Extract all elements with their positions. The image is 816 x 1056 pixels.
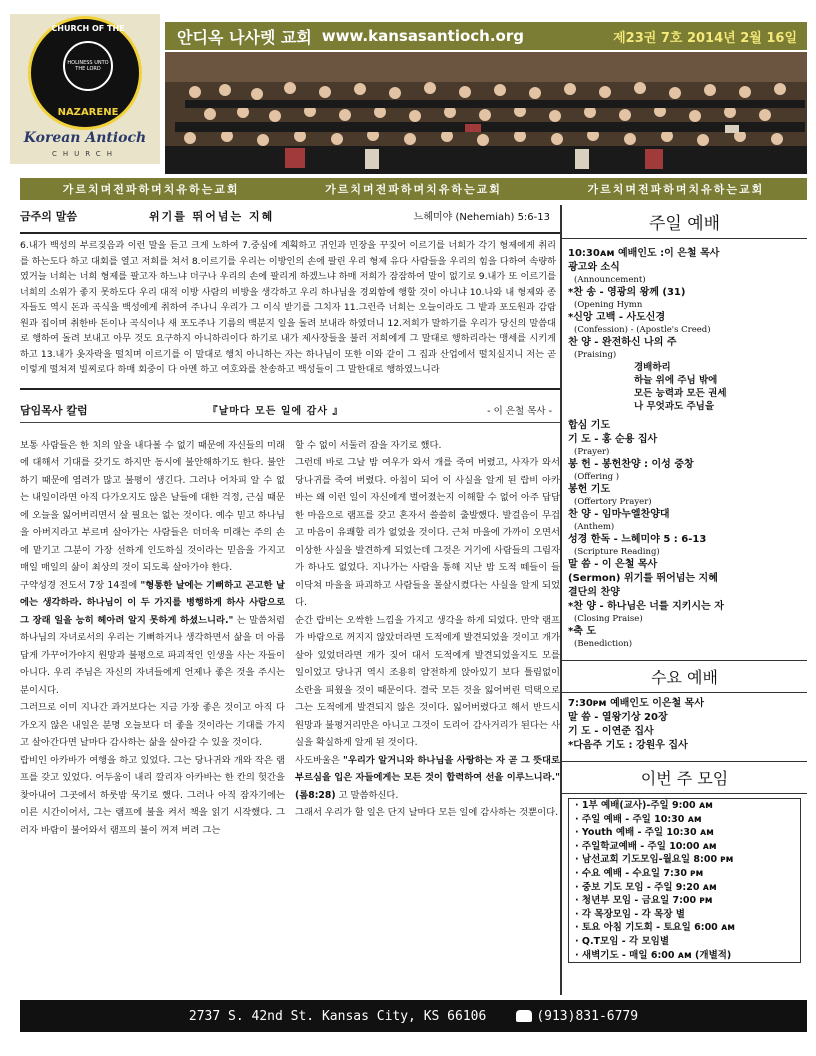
main-column xyxy=(20,205,560,995)
phone-contact xyxy=(516,1009,638,1024)
order-item: 결단의 찬양 xyxy=(568,587,620,598)
wednesday-item: 말 씀 - 열왕기상 20장 xyxy=(568,712,668,723)
divider xyxy=(20,388,560,390)
website-link[interactable]: www.kansasantioch.org xyxy=(321,27,524,45)
bible-quote: "우리가 알거니와 하나님을 사랑하는 자 곧 그 뜻대로 부르심을 입은 자들에게는 모든 것이 합력하여 선을 이루느니라." (롬8:28) xyxy=(295,754,560,801)
order-item: 말 씀 - 이 은철 목사 xyxy=(568,559,658,570)
motto-bar xyxy=(20,178,807,200)
column-label: 담임목사 칼럼 xyxy=(20,403,88,417)
church-logo xyxy=(10,14,160,164)
lyric-line: 모든 능력과 모든 권세 xyxy=(634,388,727,399)
paragraph: 순간 랍비는 오싹한 느낌을 가지고 생각을 하게 되었다. 만약 램프가 바람으로 꺼지지 않았더라면 도적에게 발견되었을 것이고 개가 살아 있었더라면 개가 짖어 대서 도적에게 발견되었을지도 모를 일이었고 당나귀 역시 조용히 얌전하게 앉아있기 보다 틀림없이 소란을 피웠을 것이 때문이다. 결국 모든 것을 잃어버린 덕택으로 그는 도적에게 발견되지 않은 것이다. 잃어버렸다고 해서 반드시 원망과 불평거리만은 아니고 그것이 도리어 감사거리가 된다는 사실을 확실하게 알게 된 것이다. xyxy=(295,614,560,748)
order-item: 성경 한독 - 느헤미야 5 : 6-13 xyxy=(568,534,707,545)
meeting-item: · 주일학교예배 - 주일 10:00 ᴀᴍ xyxy=(575,840,717,852)
order-item-sub: (Prayer) xyxy=(574,447,610,457)
order-item: 찬 양 - 임마누엘찬양대 xyxy=(568,509,670,520)
logo-sub: CHURCH xyxy=(52,150,118,158)
scripture-reference: 느헤미야 (Nehemiah) 5:6-13 xyxy=(413,212,550,223)
meeting-item: · 새벽기도 - 매일 6:00 ᴀᴍ (개별적) xyxy=(575,949,732,961)
logo-name: Korean Antioch xyxy=(23,130,147,146)
paragraph xyxy=(20,577,285,700)
order-item-sub: (Praising) xyxy=(574,350,617,360)
order-item-sub: (Benediction) xyxy=(574,639,633,649)
church-name: 안디옥 나사렛 교회 xyxy=(177,27,312,47)
order-item: 찬 양 - 완전하신 나의 주 xyxy=(568,337,677,348)
order-item-sub: (Closing Praise) xyxy=(574,614,643,624)
nazarene-seal xyxy=(28,16,142,130)
sermon-header xyxy=(20,208,560,224)
issue-info: 제23권 7호 2014년 2월 16일 xyxy=(613,30,797,46)
order-item-sub: (Announcement) xyxy=(574,275,646,285)
meeting-item: · Youth 예배 - 주일 10:30 ᴀᴍ xyxy=(575,827,714,839)
paragraph xyxy=(295,752,560,805)
order-item: *찬 양 - 하나님은 너를 지키시는 자 xyxy=(568,601,724,612)
order-item-sub: (Anthem) xyxy=(574,522,615,532)
phone-number[interactable]: (913)831-6779 xyxy=(536,1008,639,1024)
footer xyxy=(20,1000,807,1032)
title-bar xyxy=(165,22,807,50)
order-item-sub: (Offertory Prayer) xyxy=(574,497,652,507)
congregation-photo xyxy=(165,52,807,174)
lyric-line: 하늘 위에 주님 밖에 xyxy=(634,375,718,386)
wednesday-worship-title: 수요 예배 xyxy=(562,660,807,693)
meeting-item: · 수요 예배 - 수요일 7:30 ᴘᴍ xyxy=(575,867,704,879)
order-item-sub: (Offering ) xyxy=(574,472,620,482)
order-item: 기 도 - 홍 순용 집사 xyxy=(568,434,658,445)
paragraph-text: 고 말씀하신다. xyxy=(335,789,399,801)
divider xyxy=(20,232,560,234)
meeting-item: · 중보 기도 모임 - 주일 9:20 ᴀᴍ xyxy=(575,881,717,893)
wednesday-item: 7:30ᴘᴍ 예배인도 이은철 목사 xyxy=(568,698,704,709)
meetings-list xyxy=(568,798,801,963)
order-item-sub: (Opening Hymn xyxy=(574,300,643,310)
order-item: *축 도 xyxy=(568,626,597,637)
order-item: 봉헌 기도 xyxy=(568,484,611,495)
paragraph: 그러므로 이미 지나간 과거보다는 지금 가장 좋은 것이고 아직 다가오지 않은 내일은 분명 오늘보다 더 좋을 것이라는 기대를 가지고 살아간다면 날마다 감사하는 삶을 살아갈 수 있을 것이다. xyxy=(20,702,285,748)
order-item: *찬 송 - 영광의 왕께 (31) xyxy=(568,287,686,298)
column-left xyxy=(20,437,285,840)
order-item: 광고와 소식 xyxy=(568,262,620,273)
motto-text: 가르치며전파하며치유하는교회 xyxy=(587,183,765,196)
meeting-item: · 주일 예배 - 주일 10:30 ᴀᴍ xyxy=(575,813,702,825)
paragraph: 랍비인 아카바가 여행을 하고 있었다. 그는 당나귀와 개와 작은 램프를 갖고 있었다. 어두움이 내리 깔리자 아카바는 한 칸의 헛간을 찾아내어 그곳에서 하룻밤 묵기로 했다. 그러나 아직 잠자기에는 이른 시간이어서, 그는 램프에 불을 켜서 책을 읽기 시작했다. 그러자 바람이 불어와서 램프의 불이 꺼져 버려 그는 xyxy=(20,754,285,836)
paragraph-text: 사도바울은 xyxy=(295,754,343,766)
sermon-label: 금주의 말씀 xyxy=(20,210,77,223)
paragraph: 보통 사람들은 한 치의 앞을 내다볼 수 없기 때문에 자신들의 미래에 대해서 기대를 갖기도 하지만 동시에 불안해하기도 한다. 불안하기 때문에 염려가 많고 불평이 생긴다. 그러나 어차피 알 수 없는 내일이라면 아직 다가오지도 않은 날들에 대한 걱정, 근심 때문에 오늘을 잃어버리면서 살 필요는 없는 것이다. 예수 믿고 하나님을 아버지라고 부르며 살아가는 사람들은 더더욱 미래는 주의 손에 맡기고 그분이 가장 선하게 인도하실 것이라는 믿음을 가지고 매일 매일의 삶이 최상의 것이 되도록 살아가야 한다. xyxy=(20,439,285,573)
worship-leader: 10:30ᴀᴍ 예배인도 :이 은철 목사 xyxy=(568,248,720,259)
divider xyxy=(20,422,560,423)
lyric-line: 경배하리 xyxy=(634,362,671,373)
crowd-image xyxy=(165,52,807,174)
wednesday-item: 기 도 - 이연준 집사 xyxy=(568,726,654,737)
sermon-title: 위기를 뛰어넘는 지혜 xyxy=(148,210,275,223)
column-right xyxy=(295,437,560,840)
paragraph: 그래서 우리가 할 일은 단지 날마다 모든 일에 감사하는 것뿐이다. xyxy=(295,807,559,818)
column-body xyxy=(20,437,560,840)
meeting-item: · Q.T모임 - 각 모임별 xyxy=(575,935,670,947)
praise-lyrics xyxy=(562,361,807,413)
sidebar xyxy=(560,205,807,995)
seal-inner-text: HOLINESS UNTO THE LORD xyxy=(63,41,113,91)
paragraph: 할 수 없이 서둘러 잠을 자기로 했다. xyxy=(295,439,442,451)
column-title: 『날마다 모든 일에 감사 』 xyxy=(207,405,344,417)
order-item: 합심 기도 xyxy=(568,420,611,431)
sunday-worship-title: 주일 예배 xyxy=(562,209,807,239)
seal-bottom-text: NAZARENE xyxy=(57,107,119,118)
order-item-sub: (Confession) - (Apostle's Creed) xyxy=(574,325,711,335)
meeting-item: · 토요 아침 기도회 - 토요일 6:00 ᴀᴍ xyxy=(575,922,736,934)
meeting-item: · 각 목장모임 - 각 목장 별 xyxy=(575,908,685,920)
bible-quote: "형통한 날에는 기뻐하고 곤고한 날에는 생각하라. 하나님이 이 두 가지를 병행하게 하사 사람으로 그 장래 일을 능히 헤아려 알지 못하게 하셨느니라." xyxy=(20,579,285,626)
paragraph-text: 는 말씀처럼 하나님의 자녀로서의 우리는 기뻐하거나 생각하면서 삶을 더 아름답게 가꾸어가야지 원망과 불평으로 파괴적인 인생을 사는 자들이 아니다. 우리 주님은 자신의 자녀들에게 언제나 좋은 것을 주시는 분이시다. xyxy=(20,614,285,696)
order-item-sub: (Scripture Reading) xyxy=(574,547,660,557)
paragraph-text: 구약성경 전도서 7장 14절에 xyxy=(20,579,141,591)
meetings-title: 이번 주 모임 xyxy=(562,761,807,794)
motto-text: 가르치며전파하며치유하는교회 xyxy=(325,183,502,196)
paragraph: 그런데 바로 그날 밤 여우가 와서 개를 죽여 버렸고, 사자가 와서 당나귀를 죽여 버렸다. 아침이 되어 이 사실을 알게 된 랍비 아카바는 왜 이런 일이 자신에게 벌어졌는지 이해할 수 없어 아주 답답한 마음으로 램프를 갖고 혼자서 쓸쓸히 출발했다. 발걸음이 무겁고 마음이 유쾌할 리가 없었을 것이다. 근처 마을에 가까이 오면서 이상한 사실을 발견하게 되었는데 그것은 거기에 사람들의 그림자가 하나도 없었다. 지나가는 사람을 통해 지난 밤 도적 떼들이 들이닥쳐 마을을 파괴하고 사람들을 몰살시켰다는 사실을 알게 되었다. xyxy=(295,457,560,608)
phone-icon xyxy=(516,1010,532,1022)
lyric-line: 나 무엇과도 주님을 xyxy=(634,401,715,412)
meeting-item: · 청년부 모임 - 금요일 7:00 ᴘᴍ xyxy=(575,895,713,907)
scripture-text: 6.내가 백성의 부르짖음과 이런 말을 듣고 크게 노하여 7.중심에 계획하고 귀인과 민장을 꾸짖어 이르기를 너희가 각기 형제에게 취리를 하는도다 하고 대회를 열고 저희를 쳐서 8.이르기를 우리는 이방인의 손에 팔린 우리 형제 유다 사람들을 우리의 힘을 다하여 속량하였거늘 너희는 너희 형제를 팔고자 하느냐 더구나 우리의 손에 팔리게 하겠느냐 하매 저희가 잠잠하여 말이 없기로 9.내가 또 이르기를 너희의 소위가 좋지 못하도다 우리 대적 이방 사람의 비방을 생각하고 우리 하나님을 경외함에 행할 것이 아니냐 10.나와 내 형제와 종자들도 역시 돈과 곡식을 백성에게 취하여 주나니 우리가 그 이식 받기를 그치자 11.그런즉 너희는 오늘이라도 그 밭과 포도원과 감람원과 집이며 취한바 돈이나 곡식이나 새 포도주나 기름의 백분지 일을 돌려 보내라 하였더니 12.저희가 말하기를 우리가 당신의 말씀대로 행하여 돌려 보내고 아무 것도 요구하지 아니하리이다 하기로 내가 제사장들을 불러 저희에게 그 말대로 행하리라는 맹세를 시키게 하고 13.내가 옷자락을 떨치며 이르기를 이 말대로 행치 아니하는 자는 하나님이 또한 이와 같이 그 집과 산업에서 떨치실지니 저는 곧 이렇게 떨쳐져 빌찌로다 하매 회중이 다 아멘 하고 여호와를 찬송하고 백성들이 그 말한대로 행하였느니라 xyxy=(20,240,556,375)
meeting-item: · 1부 예배(교사)-주일 9:00 ᴀᴍ xyxy=(575,800,713,811)
wednesday-item: *다음주 기도 : 강원우 집사 xyxy=(568,740,688,751)
order-item: (Sermon) 위기를 뛰어넘는 지혜 xyxy=(568,573,718,584)
order-item: 봉 헌 - 봉헌찬양 : 이성 중창 xyxy=(568,459,694,470)
column-header xyxy=(20,402,560,418)
newsletter-header xyxy=(0,0,816,205)
column-author: - 이 은철 목사 - xyxy=(487,405,552,417)
church-address: 2737 S. 42nd St. Kansas City, KS 66106 xyxy=(188,1008,487,1024)
meeting-item: · 남선교회 기도모임-월요일 8:00 ᴘᴍ xyxy=(575,854,734,866)
order-item: *신앙 고백 - 사도신경 xyxy=(568,312,666,323)
motto-text: 가르치며전파하며치유하는교회 xyxy=(62,183,240,196)
seal-top-text: CHURCH OF THE xyxy=(51,24,125,33)
